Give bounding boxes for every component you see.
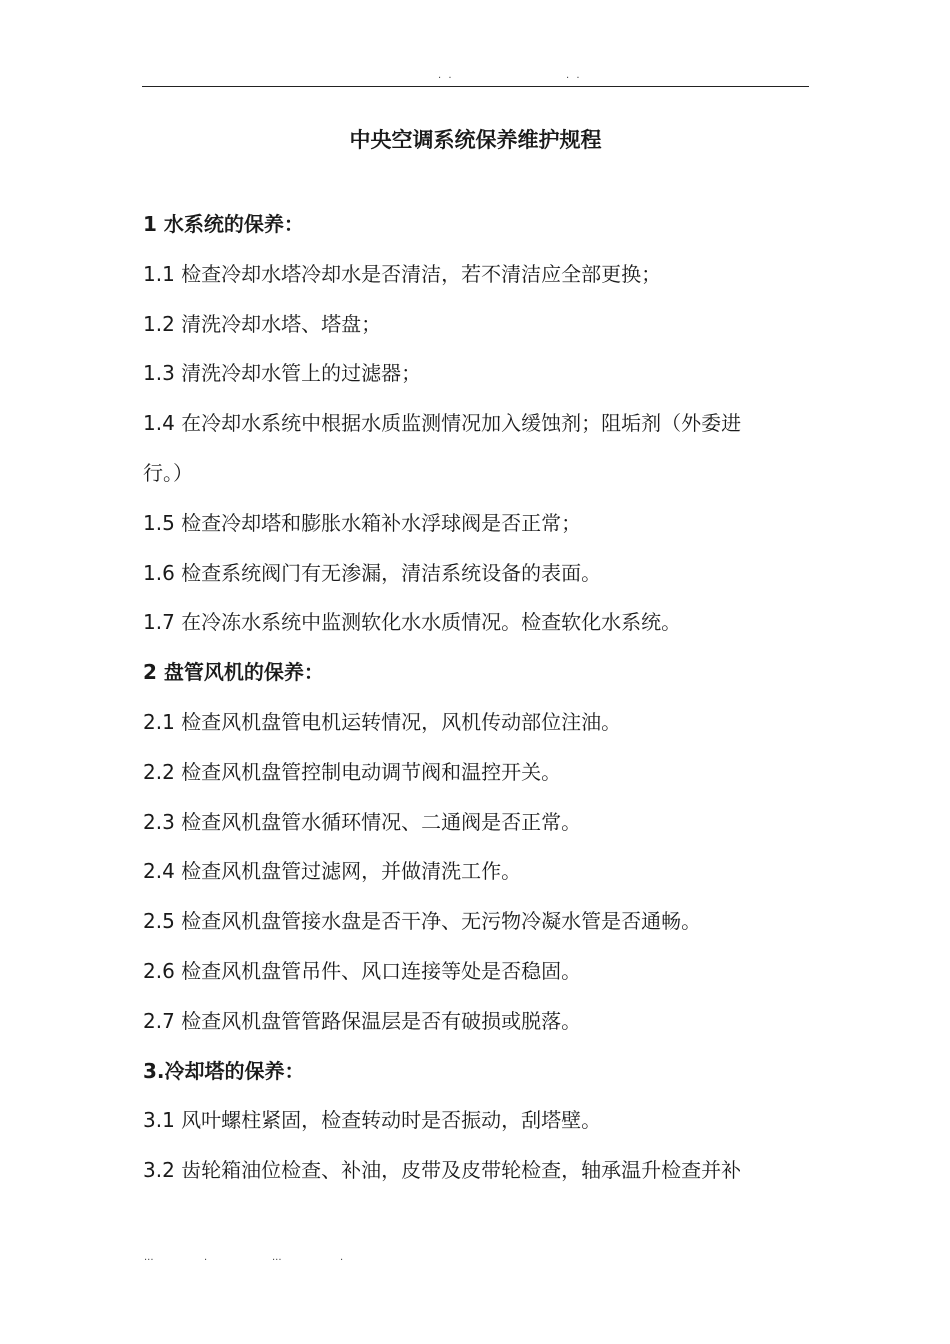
section-heading: 1 水系统的保养： (143, 212, 304, 236)
paragraph-line: 2.4 检查风机盘管过滤网，并做清洗工作。 (143, 859, 522, 884)
header-rule (142, 86, 809, 87)
paragraph-line: 3.2 齿轮箱油位检查、补油，皮带及皮带轮检查，轴承温升检查并补 (143, 1158, 742, 1183)
footer-dot-group: ... (272, 1252, 282, 1263)
paragraph-line: 1.3 清洗冷却水管上的过滤器； (143, 361, 422, 386)
paragraph-line: 1.6 检查系统阀门有无渗漏，清洁系统设备的表面。 (143, 560, 602, 585)
paragraph-line: 2.3 检查风机盘管水循环情况、二通阀是否正常。 (143, 809, 582, 834)
paragraph-line: 2.6 检查风机盘管吊件、风口连接等处是否稳固。 (143, 958, 582, 983)
paragraph-line: 2.2 检查风机盘管控制电动调节阀和温控开关。 (143, 759, 562, 784)
paragraph-line: 1.1 检查冷却水塔冷却水是否清洁，若不清洁应全部更换； (143, 261, 662, 286)
paragraph-line: 1.2 清洗冷却水塔、塔盘； (143, 311, 382, 336)
paragraph-line: 2.1 检查风机盘管电机运转情况，风机传动部位注油。 (143, 709, 622, 734)
document-title: 中央空调系统保养维护规程 (349, 128, 602, 152)
footer-dots (142, 1252, 402, 1264)
section-heading: 3.冷却塔的保养： (143, 1058, 305, 1083)
paragraph-line: 2.7 检查风机盘管管路保温层是否有破损或脱落。 (143, 1008, 582, 1033)
document-body (143, 200, 811, 1196)
paragraph-line: 1.5 检查冷却塔和膨胀水箱补水浮球阀是否正常； (143, 510, 582, 535)
header-dot-group: . . (438, 70, 454, 81)
paragraph-line: 2.5 检查风机盘管接水盘是否干净、无污物冷凝水管是否通畅。 (143, 909, 702, 934)
footer-dot-group: . (340, 1252, 344, 1263)
paragraph-line: 1.7 在冷冻水系统中监测软化水水质情况。检查软化水系统。 (143, 610, 682, 635)
paragraph-line: 行。） (143, 460, 193, 485)
header-dots (420, 70, 620, 82)
paragraph-line: 3.1 风叶螺柱紧固，检查转动时是否振动，刮塔壁。 (143, 1108, 602, 1133)
paragraph-line: 1.4 在冷却水系统中根据水质监测情况加入缓蚀剂；阻垢剂（外委进 (143, 411, 742, 436)
footer-dot-group: ... (144, 1252, 154, 1263)
header-dot-group: . . (566, 70, 582, 81)
section-heading: 2 盘管风机的保养： (143, 660, 324, 685)
footer-dot-group: . (204, 1252, 208, 1263)
